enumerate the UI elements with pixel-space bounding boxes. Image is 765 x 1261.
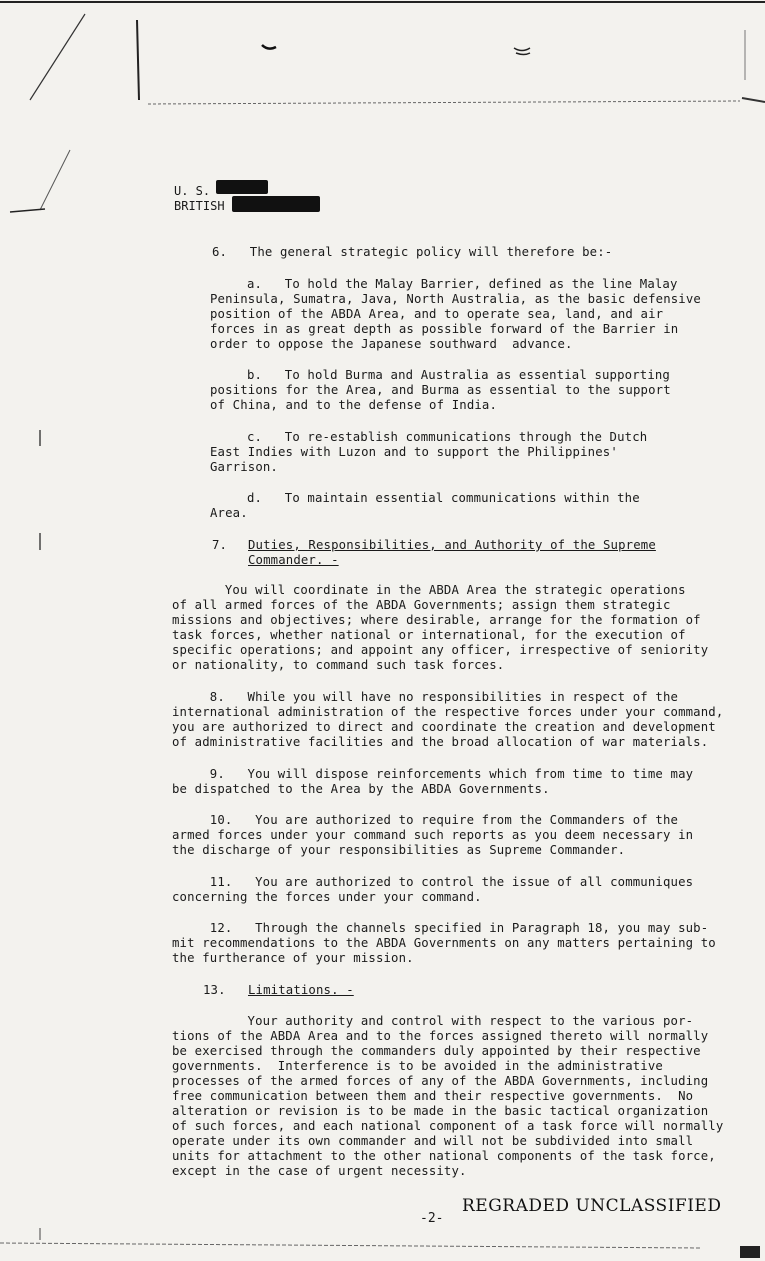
paragraph-6-intro: 6. The general strategic policy will therefore be:- — [212, 245, 613, 259]
regraded-stamp: REGRADED UNCLASSIFIED — [462, 1196, 722, 1216]
paragraph-7-title-cont: Commander. - — [248, 553, 339, 567]
paragraph-13-title: Limitations. - — [248, 983, 354, 997]
paragraph-7-number: 7. — [212, 538, 228, 552]
page-number: -2- — [420, 1211, 444, 1226]
redaction-block — [216, 180, 268, 194]
document-page: U. S. BRITISH 6. The general strategic policy will therefore be:- a. To hold the Malay Barrier, defined as the line Malay Peninsula, Sumatra, Java, North Australia, as the basic defensive position of the ABDA Area, and to operate sea, land, and air forces in as great depth as possible forward of the Barrier in order to oppose the Japanese southward advance. b. To hold Burma and Australia as essential supporting positions for the Area, and Burma as essential to the support of China, and to the defense of India. c. To re-establish communications through the Dutch East Indies with Luzon and to support the Philippines' Garrison. d. To maintain essential communications within the Area. 7. Duties, Responsibilities, and Authority of the Supreme Commander. - You will coordinate in the ABDA Area the strategic operations of all armed forces of the ABDA Governments; assign them strategic missions and objectives; where desirable, arrange for the formation of task forces, whether national or international, for the execution of specific operations; and appoint any officer, irrespective of seniority or nationality, to command such task forces. 8. While you will have no responsibilities in respect of the international administration of the respective forces under your command, you are authorized to direct and coordinate the creation and development of administrative facilities and the broad allocation of war materials. 9. You will dispose reinforcements which from time to time may be dispatched to the Area by the ABDA Governments. 10. You are authorized to require from the Commanders of the armed forces under your command such reports as you deem necessary in the discharge of your responsibilities as Supreme Commander. 11. You are authorized to control the issue of all communiques concerning the forces under your command. 12. Through the channels specified in Paragraph 18, you may sub- mit recommendations to the ABDA Governments on any matters pertaining to the furtherance of your mission. 13. Limitations. - Your authority and control with respect to the various por- tions of the ABDA Area and to the forces assigned thereto will normally be exercised through the commanders duly appointed by their respective governments. Interference is to be avoided in the administrative processes of the armed forces of any of the ABDA Governments, including free communication between them and their respective governments. No alteration or revision is to be made in the basic tactical organization of such forces, and each national component of a task force will normally operate under its own commander and will not be subdivided into small units for attachment to the other national components of the task force, except in the case of urgent necessity. -2- REGRADED UNCLASSIFIED — [0, 0, 765, 1261]
redaction-block — [232, 196, 320, 212]
header-british: BRITISH — [174, 199, 225, 213]
paragraph-7-title: Duties, Responsibilities, and Authority of the Supreme — [248, 538, 656, 552]
header-us: U. S. — [174, 184, 211, 198]
paragraph-13-number: 13. — [203, 983, 226, 997]
